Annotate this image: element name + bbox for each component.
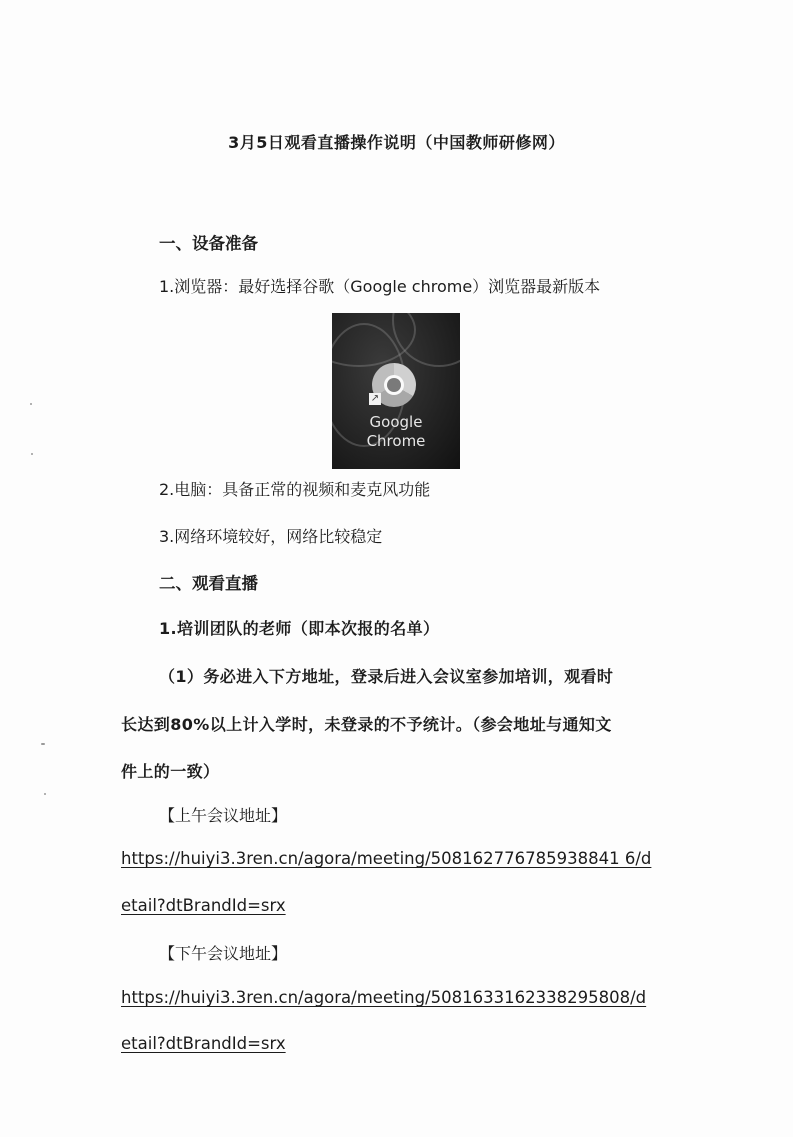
paragraph-line-2: 长达到80%以上计入学时，未登录的不予统计。（参会地址与通知文 [121, 715, 612, 734]
subheading-team: 1.培训团队的老师（即本次报的名单） [159, 619, 440, 638]
paragraph-line-3: 件上的一致） [121, 762, 220, 781]
section-heading-live: 二、观看直播 [159, 574, 258, 593]
document-title: 3月5日观看直播操作说明（中国教师研修网） [228, 133, 565, 152]
morning-meeting-label: 【上午会议地址】 [159, 806, 288, 825]
afternoon-meeting-link[interactable]: https://huiyi3.3ren.cn/agora/meeting/5081633162338295808/d [121, 988, 647, 1007]
chrome-label-line1: Google [369, 413, 423, 431]
shortcut-arrow-icon: ↗ [370, 393, 380, 404]
scan-speck [44, 793, 46, 795]
morning-meeting-link-cont[interactable]: etail?dtBrandId=srx [121, 896, 286, 915]
item-computer: 2.电脑：具备正常的视频和麦克风功能 [159, 480, 431, 499]
scan-speck [30, 403, 32, 405]
paragraph-line-1: （1）务必进入下方地址，登录后进入会议室参加培训，观看时 [159, 667, 614, 686]
morning-meeting-link[interactable]: https://huiyi3.3ren.cn/agora/meeting/508162776785938841 6/d [121, 849, 652, 868]
afternoon-meeting-link-cont[interactable]: etail?dtBrandId=srx [121, 1034, 286, 1053]
section-heading-equipment: 一、设备准备 [159, 234, 258, 253]
afternoon-meeting-label: 【下午会议地址】 [159, 944, 288, 963]
scan-speck [41, 743, 45, 745]
chrome-label-line2: Chrome [366, 432, 426, 450]
item-browser: 1.浏览器：最好选择谷歌（Google chrome）浏览器最新版本 [159, 277, 601, 296]
scan-speck [31, 453, 33, 455]
item-network: 3.网络环境较好，网络比较稳定 [159, 527, 383, 546]
chrome-shortcut-image [332, 313, 460, 469]
